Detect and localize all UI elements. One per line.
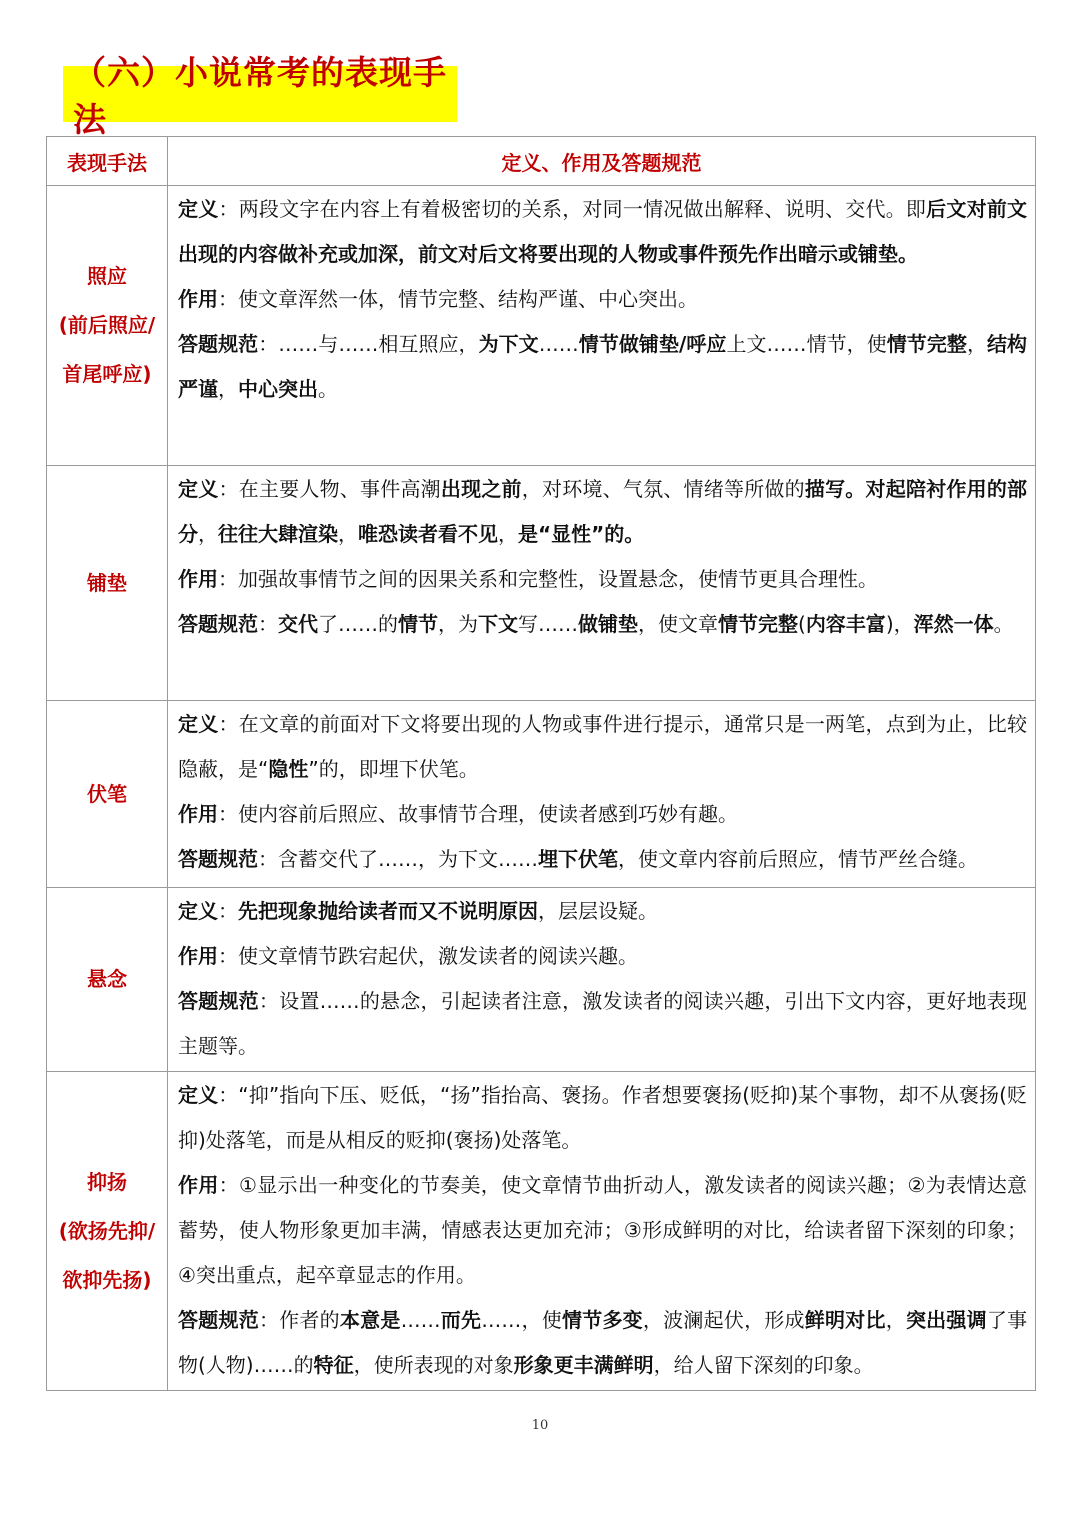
body-text: ， xyxy=(885,1308,906,1332)
body-text: …… xyxy=(538,332,579,356)
definition-label: 定义 xyxy=(178,477,219,501)
technique-name-line: (欲扬先抑/ xyxy=(58,1218,156,1243)
emphasis-text: 内容丰富 xyxy=(805,612,886,636)
answer-label: 答题规范 xyxy=(178,1308,259,1332)
emphasis-text: 唯恐读者看不见 xyxy=(358,522,498,546)
answer-paragraph xyxy=(178,322,1027,412)
emphasis-text: 情节多变 xyxy=(561,1308,643,1332)
answer-label: 答题规范 xyxy=(178,612,258,636)
answer-label: 答题规范 xyxy=(178,847,258,871)
header-definition: 定义、作用及答题规范 xyxy=(168,137,1036,186)
answer-paragraph xyxy=(178,837,1027,882)
technique-name-line: 照应 xyxy=(87,264,127,288)
emphasis-text: 结构严谨 xyxy=(178,332,1028,401)
body-text: 使内容前后照应、故事情节合理，使读者感到巧妙有趣。 xyxy=(238,802,738,826)
technique-name-line: 抑扬 xyxy=(87,1169,127,1194)
label-colon: ： xyxy=(218,567,238,591)
body-text: ”的，即埋下伏笔。 xyxy=(308,757,479,781)
body-text: 写…… xyxy=(518,612,578,636)
emphasis-text: 是“显性”的。 xyxy=(518,522,645,546)
emphasis-text: 隐性 xyxy=(268,757,309,781)
body-text: 。 xyxy=(318,377,338,401)
emphasis-text: 往往大肆渲染 xyxy=(218,522,338,546)
emphasis-text: 交代 xyxy=(278,612,318,636)
emphasis-text: 形象更丰满鲜明 xyxy=(513,1353,654,1377)
technique-detail-cell xyxy=(168,888,1036,1072)
label-colon: ： xyxy=(218,197,239,221)
label-colon: ： xyxy=(218,1083,239,1107)
label-colon: ： xyxy=(258,989,280,1013)
effect-paragraph xyxy=(178,934,1027,979)
body-text: 两段文字在内容上有着极密切的关系，对同一情况做出解释、说明、交代。即 xyxy=(238,197,927,221)
body-text: 。 xyxy=(993,612,1014,636)
technique-detail-cell xyxy=(168,1072,1036,1391)
label-colon: ： xyxy=(218,899,238,923)
body-text: ， xyxy=(966,332,987,356)
techniques-table xyxy=(46,136,1036,1391)
effect-label: 作用 xyxy=(178,944,218,968)
body-text: …… xyxy=(400,1308,441,1332)
answer-label: 答题规范 xyxy=(178,332,259,356)
body-text: 在文章的前面对下文将要出现的人物或事件进行提示，通常只是一两笔，点到为止，比较隐蔽，是“ xyxy=(178,712,1028,781)
definition-label: 定义 xyxy=(178,712,219,736)
emphasis-text: 为下文 xyxy=(478,332,539,356)
page-title: （六）小说常考的表现手法 xyxy=(63,66,457,122)
body-text: ( xyxy=(798,612,806,636)
label-colon: ： xyxy=(218,802,238,826)
answer-label: 答题规范 xyxy=(178,989,259,1013)
body-text: )， xyxy=(885,612,914,636)
emphasis-text: 突出强调 xyxy=(905,1308,987,1332)
definition-paragraph xyxy=(178,187,1027,277)
effect-label: 作用 xyxy=(178,287,218,311)
definition-paragraph xyxy=(178,1073,1027,1163)
body-text: 加强故事情节之间的因果关系和完整性，设置悬念，使情节更具合理性。 xyxy=(238,567,878,591)
emphasis-text: 描写。对起陪衬作用的部分 xyxy=(178,477,1028,546)
emphasis-text: 情节 xyxy=(398,612,438,636)
body-text: ， xyxy=(498,522,518,546)
label-colon: ： xyxy=(258,612,278,636)
emphasis-text: 特征 xyxy=(313,1353,354,1377)
body-text: 了事物(人物)……的 xyxy=(178,1308,1028,1377)
definition-label: 定义 xyxy=(178,899,218,923)
emphasis-text: 情节做铺垫/呼应 xyxy=(578,332,727,356)
body-text: ，层层设疑。 xyxy=(538,899,658,923)
emphasis-text: 出现之前 xyxy=(440,477,522,501)
definition-label: 定义 xyxy=(178,197,219,221)
body-text: 上文……情节，使 xyxy=(726,332,887,356)
label-colon: ： xyxy=(218,287,238,311)
table-header-row xyxy=(47,137,1036,186)
body-text: ……，使 xyxy=(481,1308,562,1332)
label-colon: ： xyxy=(258,847,278,871)
header-technique: 表现手法 xyxy=(47,137,168,186)
body-text: 作者的 xyxy=(279,1308,340,1332)
body-text: 设置……的悬念，引起读者注意，激发读者的阅读兴趣，引出下文内容，更好地表现主题等。 xyxy=(178,989,1028,1058)
body-text: ， xyxy=(198,522,218,546)
body-text: 了……的 xyxy=(318,612,398,636)
emphasis-text: 鲜明对比 xyxy=(804,1308,886,1332)
body-text: ，使所表现的对象 xyxy=(353,1353,514,1377)
effect-label: 作用 xyxy=(178,1173,219,1197)
label-colon: ： xyxy=(218,944,238,968)
technique-name-line: 首尾呼应) xyxy=(62,362,152,386)
technique-detail-cell xyxy=(168,186,1036,466)
body-text: ，波澜起伏，形成 xyxy=(642,1308,805,1332)
body-text: 使文章浑然一体，情节完整、结构严谨、中心突出。 xyxy=(238,287,698,311)
emphasis-text: 后文对前文出现的内容做补充或加深，前文对后文将要出现的人物或事件预先作出暗示或铺垫。 xyxy=(178,197,1028,266)
table-row xyxy=(47,1072,1036,1391)
technique-name-cell xyxy=(47,186,168,466)
emphasis-text: 先把现象抛给读者而又不说明原因 xyxy=(238,899,538,923)
answer-paragraph xyxy=(178,602,1027,647)
technique-name-cell xyxy=(47,466,168,701)
technique-name-line: 伏笔 xyxy=(87,781,127,806)
body-text: ，使文章 xyxy=(638,612,718,636)
body-text: ①显示出一种变化的节奏美，使文章情节曲折动人，激发读者的阅读兴趣；②为表情达意蓄势，使人物形象更加丰满，情感表达更加充沛；③形成鲜明的对比，给读者留下深刻的印象；④突出重点，起卒章显志的作用。 xyxy=(178,1173,1028,1287)
emphasis-text: 下文 xyxy=(478,612,518,636)
answer-paragraph xyxy=(178,1298,1027,1388)
body-text: 使文章情节跌宕起伏，激发读者的阅读兴趣。 xyxy=(238,944,638,968)
emphasis-text: 做铺垫 xyxy=(578,612,638,636)
technique-detail-cell xyxy=(168,701,1036,888)
table-row xyxy=(47,186,1036,466)
effect-paragraph xyxy=(178,1163,1027,1298)
label-colon: ： xyxy=(218,477,239,501)
technique-name-line: 铺垫 xyxy=(87,570,127,595)
emphasis-text: 浑然一体 xyxy=(913,612,994,636)
body-text: “抑”指向下压、贬低，“扬”指抬高、褒扬。作者想要褒扬(贬抑)某个事物，却不从褒扬(贬抑)处落笔，而是从相反的贬抑(褒扬)处落笔。 xyxy=(178,1083,1027,1152)
body-text: ……与……相互照应， xyxy=(278,332,479,356)
technique-name-line: 悬念 xyxy=(87,967,127,991)
table-row xyxy=(47,701,1036,888)
label-colon: ： xyxy=(218,1173,239,1197)
technique-detail-cell xyxy=(168,466,1036,701)
emphasis-text: 而先 xyxy=(440,1308,482,1332)
effect-paragraph xyxy=(178,557,1027,602)
effect-label: 作用 xyxy=(178,802,218,826)
body-text: ，给人留下深刻的印象。 xyxy=(653,1353,874,1377)
table-row xyxy=(47,466,1036,701)
technique-name-cell xyxy=(47,888,168,1072)
emphasis-text: 中心突出 xyxy=(238,377,318,401)
technique-name-line: 欲抑先扬) xyxy=(62,1267,152,1292)
emphasis-text: 情节完整 xyxy=(886,332,967,356)
body-text: ，为 xyxy=(438,612,478,636)
emphasis-text: 本意是 xyxy=(339,1308,401,1332)
label-colon: ： xyxy=(258,1308,280,1332)
definition-paragraph xyxy=(178,467,1027,557)
emphasis-text: 情节完整 xyxy=(718,612,798,636)
emphasis-text: 埋下伏笔 xyxy=(538,847,618,871)
body-text: ，对环境、气氛、情绪等所做的 xyxy=(521,477,805,501)
page-number: 10 xyxy=(531,1418,549,1433)
definition-paragraph xyxy=(178,702,1027,792)
definition-label: 定义 xyxy=(178,1083,219,1107)
body-text: 含蓄交代了……，为下文…… xyxy=(278,847,538,871)
technique-name-cell xyxy=(47,1072,168,1391)
effect-paragraph xyxy=(178,792,1027,837)
label-colon: ： xyxy=(258,332,279,356)
body-text: ， xyxy=(218,377,238,401)
table-row xyxy=(47,888,1036,1072)
body-text: ，使文章内容前后照应，情节严丝合缝。 xyxy=(618,847,978,871)
body-text: ， xyxy=(338,522,358,546)
effect-label: 作用 xyxy=(178,567,218,591)
effect-paragraph xyxy=(178,277,1027,322)
technique-name-line: (前后照应/ xyxy=(58,313,156,337)
label-colon: ： xyxy=(218,712,239,736)
body-text: 在主要人物、事件高潮 xyxy=(238,477,441,501)
technique-name-cell xyxy=(47,701,168,888)
definition-paragraph xyxy=(178,889,1027,934)
answer-paragraph xyxy=(178,979,1027,1069)
